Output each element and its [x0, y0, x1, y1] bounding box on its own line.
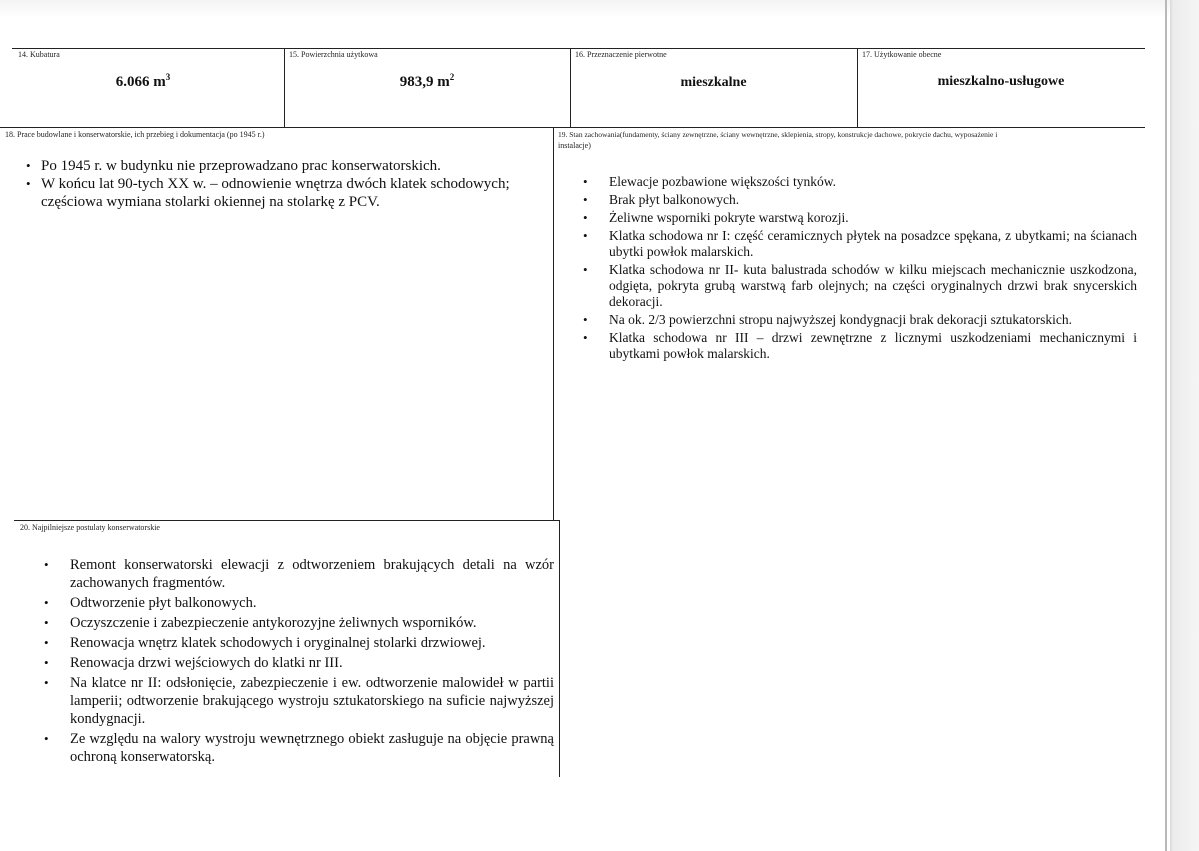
label-przeznaczenie: 16. Przeznaczenie pierwotne: [575, 50, 667, 59]
section-20: [14, 520, 559, 777]
list-item: • Renowacja wnętrz klatek schodowych i oryginalnej stolarki drzwiowej.: [32, 634, 554, 652]
section-19: [553, 127, 1145, 520]
scan-page-edge: [1170, 0, 1199, 851]
label-section-18: 18. Prace budowlane i konserwatorskie, ich przebieg i dokumentacja (po 1945 r.): [5, 130, 265, 139]
list-item: • Klatka schodowa nr III – drzwi zewnętrzne z licznymi uszkodzeniami mechanicznymi i ubytkami powłok malarskich.: [571, 330, 1137, 362]
section-20-list: [32, 556, 554, 766]
list-item: • Brak płyt balkonowych.: [571, 192, 1137, 208]
label-section-20: 20. Najpilniejsze postulaty konserwatorskie: [20, 523, 160, 532]
section-19-list: [571, 174, 1137, 362]
list-item: • Odtworzenie płyt balkonowych.: [32, 594, 554, 612]
cell-kubatura: [12, 48, 284, 128]
label-kubatura: 14. Kubatura: [18, 50, 60, 59]
list-item: • Klatka schodowa nr II- kuta balustrada schodów w kilku miejscach mechanicznie uszkodzona, odgięta, pokryta grubą warstwą farb olejnych; na części oryginalnych drzwi brak snycerskich dekoracji.: [571, 262, 1137, 310]
value-kubatura-text: 6.066 m: [115, 74, 166, 90]
section-18: [0, 127, 553, 520]
cell-przeznaczenie: [570, 48, 857, 128]
list-item: • Oczyszczenie i zabezpieczenie antykorozyjne żeliwnych wsporników.: [32, 614, 554, 632]
value-kubatura-sup: 3: [165, 72, 171, 82]
section-20-right-border: [559, 520, 560, 777]
scan-top-shadow: [0, 0, 1170, 18]
label-uzytkowanie: 17. Użytkowanie obecne: [862, 50, 942, 59]
list-item: • W końcu lat 90-tych XX w. – odnowienie wnętrza dwóch klatek schodowych; częściowa wymiana stolarki okiennej na stolarkę z PCV.: [14, 175, 534, 211]
value-powierzchnia-text: 983,9 m: [399, 74, 450, 90]
value-kubatura: [2, 72, 284, 91]
value-powierzchnia-sup: 2: [449, 72, 455, 82]
list-item: • Na ok. 2/3 powierzchni stropu najwyższej kondygnacji brak dekoracji sztukatorskich.: [571, 312, 1137, 328]
list-item: • Renowacja drzwi wejściowych do klatki nr III.: [32, 654, 554, 672]
list-item: • Po 1945 r. w budynku nie przeprowadzano prac konserwatorskich.: [14, 157, 534, 175]
list-item: • Żeliwne wsporniki pokryte warstwą korozji.: [571, 210, 1137, 226]
value-przeznaczenie: mieszkalne: [680, 75, 747, 90]
list-item: • Remont konserwatorski elewacji z odtworzeniem brakujących detali na wzór zachowanych fragmentów.: [32, 556, 554, 592]
scan-page-edge-line: [1165, 0, 1167, 851]
list-item: • Klatka schodowa nr I: część ceramicznych płytek na posadzce spękana, z ubytkami; na ścianach ubytki powłok malarskich.: [571, 228, 1137, 260]
list-item: • Elewacje pozbawione większości tynków.: [571, 174, 1137, 190]
value-powierzchnia: [284, 72, 570, 91]
list-item: • Na klatce nr II: odsłonięcie, zabezpieczenie i ew. odtworzenie malowideł w partii lamperii; odtworzenie brakującego wystroju sztukatorskiego na suficie najwyższej kondygnacji.: [32, 674, 554, 728]
cell-uzytkowanie: [857, 48, 1145, 128]
list-item: • Ze względu na walory wystroju wewnętrznego obiekt zasługuje na objęcie prawną ochroną konserwatorską.: [32, 730, 554, 766]
label-section-19-line1: 19. Stan zachowania(fundamenty, ściany zewnętrzne, ściany wewnętrzne, sklepienia, stropy, konstrukcje dachowe, pokrycie dachu, wyposażenie i: [558, 130, 998, 139]
label-section-19-line2: instalacje): [558, 141, 591, 150]
section-18-list: [14, 157, 534, 211]
value-uzytkowanie: mieszkalno-usługowe: [937, 74, 1065, 89]
cell-powierzchnia: [284, 48, 570, 128]
label-powierzchnia: 15. Powierzchnia użytkowa: [289, 50, 378, 59]
